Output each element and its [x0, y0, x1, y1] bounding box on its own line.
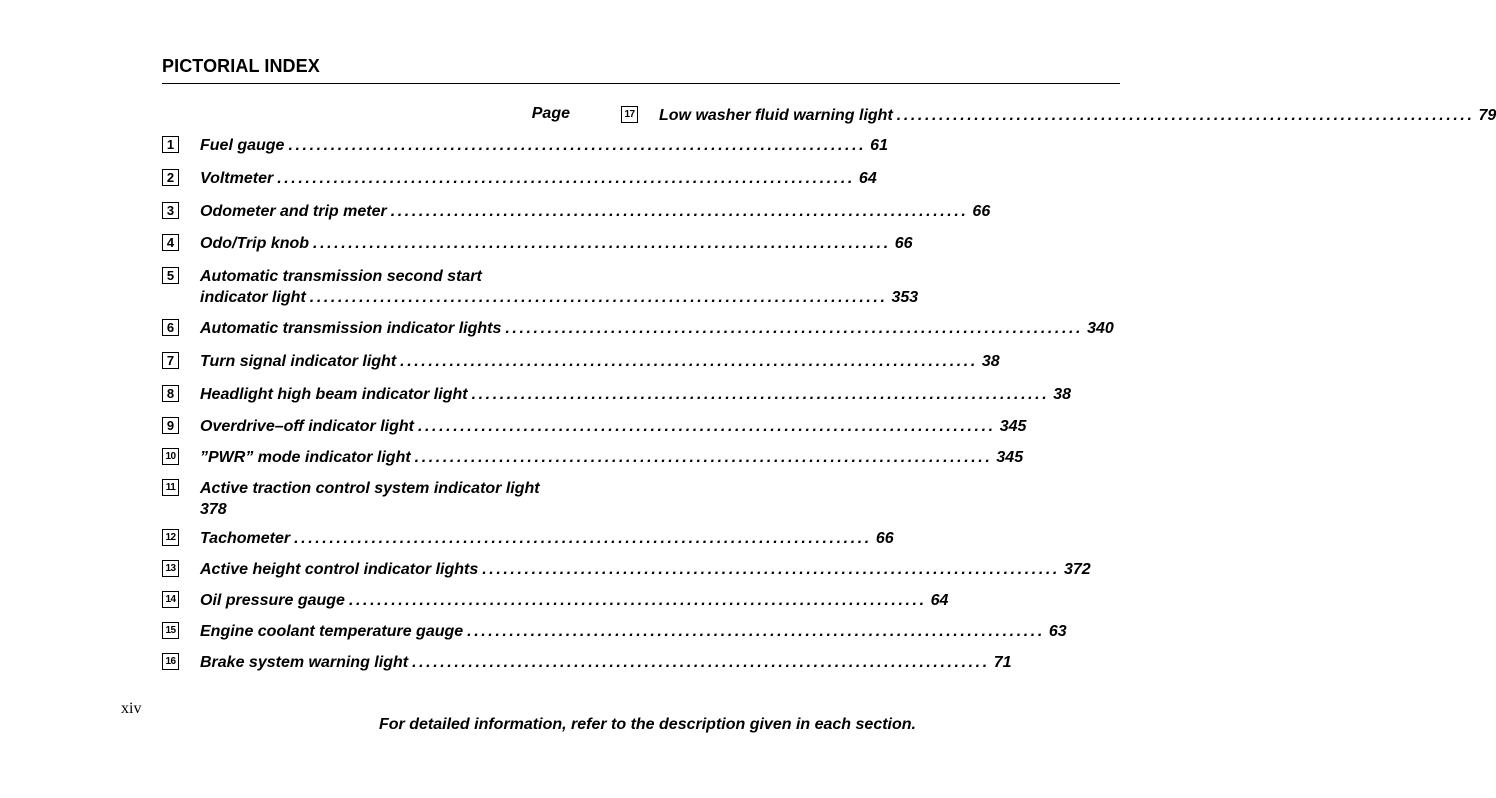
- dot-leader: ..................................................................................: [288, 137, 867, 154]
- item-page: 353: [891, 289, 919, 306]
- item-page: 66: [972, 203, 991, 220]
- item-number-box: 15: [162, 622, 179, 639]
- item-label: Tachometer: [200, 530, 291, 547]
- item-number-box: 14: [162, 591, 179, 608]
- item-page: 38: [1053, 386, 1072, 403]
- item-number-box: 11: [162, 479, 179, 496]
- item-number-box: 5: [162, 267, 179, 284]
- item-label: Turn signal indicator light: [200, 353, 397, 370]
- dot-leader: ..................................................................................: [471, 386, 1050, 403]
- dot-leader: ..................................................................................: [400, 353, 978, 370]
- item-page: 79: [1478, 107, 1496, 124]
- item-page: 378: [200, 501, 227, 518]
- item-number-box: 1: [162, 136, 179, 153]
- dot-leader: ..................................................................................: [896, 107, 1475, 124]
- item-label: Automatic transmission second start: [200, 268, 482, 285]
- item-number-box: 3: [162, 202, 179, 219]
- item-label: Oil pressure gauge: [200, 592, 345, 609]
- item-number-box: 4: [162, 234, 179, 251]
- dot-leader: ..................................................................................: [348, 592, 927, 609]
- item-number-box: 16: [162, 653, 179, 670]
- dot-leader: ..................................................................................: [412, 654, 990, 671]
- item-number-box: 2: [162, 169, 179, 186]
- page-number: xiv: [121, 700, 142, 717]
- title-rule: [162, 83, 1120, 84]
- item-page: 372: [1063, 561, 1091, 578]
- item-page: 64: [930, 592, 949, 609]
- item-page: 345: [996, 449, 1024, 466]
- dot-leader: ..................................................................................: [482, 561, 1060, 578]
- item-number-box: 17: [621, 106, 638, 123]
- item-page: 345: [999, 418, 1027, 435]
- item-page: 71: [993, 654, 1012, 671]
- item-label: Headlight high beam indicator light: [200, 386, 468, 403]
- page-title: PICTORIAL INDEX: [162, 56, 320, 76]
- item-page: 66: [894, 235, 913, 252]
- item-page: 61: [870, 137, 888, 154]
- item-label: ”PWR” mode indicator light: [200, 449, 411, 466]
- item-number-box: 12: [162, 529, 179, 546]
- dot-leader: ..................................................................................: [505, 320, 1084, 337]
- item-label: Engine coolant temperature gauge: [200, 623, 464, 640]
- item-number-box: 7: [162, 352, 179, 369]
- item-page: 340: [1087, 320, 1114, 337]
- item-label: Odo/Trip knob: [200, 235, 310, 252]
- item-label: Active height control indicator lights: [200, 561, 479, 578]
- item-page: 63: [1048, 623, 1067, 640]
- item-page: 38: [981, 353, 1000, 370]
- item-number-box: 13: [162, 560, 179, 577]
- dot-leader: ..................................................................................: [467, 623, 1045, 640]
- page-column-label: Page: [531, 105, 570, 122]
- dot-leader: ..................................................................................: [390, 203, 969, 220]
- item-label: Automatic transmission indicator lights: [200, 320, 502, 337]
- dot-leader: ..................................................................................: [277, 170, 855, 187]
- item-label: Active traction control system indicator light: [200, 480, 540, 497]
- dot-leader: ..................................................................................: [417, 418, 996, 435]
- dot-leader: ..................................................................................: [313, 235, 891, 252]
- dot-leader: ..................................................................................: [309, 289, 888, 306]
- item-number-box: 6: [162, 319, 179, 336]
- footer-note: For detailed information, refer to the description given in each section.: [379, 716, 916, 733]
- item-label: Low washer fluid warning light: [659, 107, 893, 124]
- item-label: Voltmeter: [200, 170, 274, 187]
- item-label-continued: indicator light: [200, 289, 306, 306]
- item-label: Overdrive–off indicator light: [200, 418, 414, 435]
- item-label: Brake system warning light: [200, 654, 409, 671]
- item-label: Odometer and trip meter: [200, 203, 387, 220]
- item-number-box: 8: [162, 385, 179, 402]
- item-page: 66: [875, 530, 894, 547]
- dot-leader: ..................................................................................: [294, 530, 872, 547]
- item-number-box: 9: [162, 417, 179, 434]
- item-number-box: 10: [162, 448, 179, 465]
- dot-leader: ..................................................................................: [414, 449, 993, 466]
- item-label: Fuel gauge: [200, 137, 285, 154]
- item-page: 64: [858, 170, 877, 187]
